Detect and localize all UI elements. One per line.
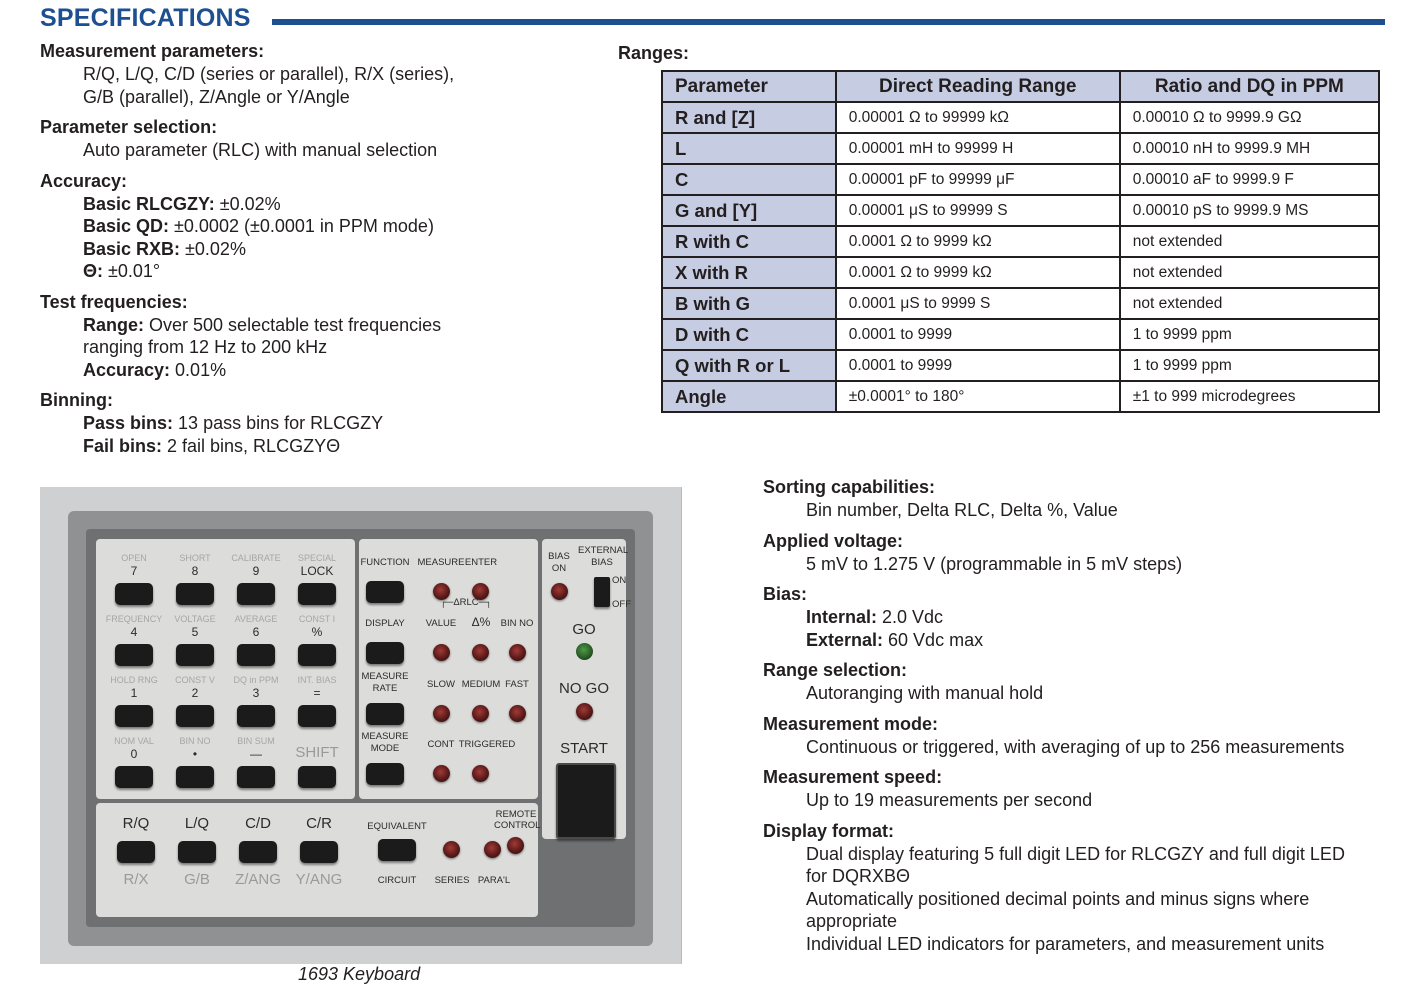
- spec-label: Internal:: [806, 607, 878, 627]
- display-label: DISPLAY: [365, 618, 405, 629]
- function-label: CALIBRATE: [231, 553, 281, 563]
- triggered-label: TRIGGERED: [458, 739, 516, 750]
- key-label: •: [192, 747, 198, 761]
- spec-value: 0.01%: [170, 359, 227, 380]
- keyboard-bezel: [68, 511, 653, 946]
- direct-range-cell: 0.0001 Ω to 9999 kΩ: [836, 226, 1120, 257]
- keyboard-photo: [40, 487, 682, 964]
- spec-line: [40, 215, 600, 238]
- parameter-cell: C: [662, 164, 836, 195]
- ratio-range-cell: not extended: [1120, 226, 1379, 257]
- spec-line: [763, 606, 1393, 629]
- left-specs: [40, 40, 600, 465]
- key-label: 2: [191, 686, 199, 700]
- spec-line: G/B (parallel), Z/Angle or Y/Angle: [83, 86, 350, 107]
- remote-control-indicator: [507, 837, 524, 854]
- on-label: ON: [612, 575, 627, 586]
- spec-line: Dual display featuring 5 full digit LED for RLCGZY and full digit LED: [806, 843, 1345, 864]
- spec-label: Pass bins:: [83, 413, 174, 433]
- function-label: NOM VAL: [114, 736, 154, 746]
- key-label: 0: [130, 747, 138, 761]
- keypad-button[interactable]: [115, 766, 153, 788]
- equivalent-button[interactable]: [378, 839, 416, 861]
- spec-value: ±0.01°: [103, 261, 161, 281]
- measure-rate-button[interactable]: [366, 703, 404, 725]
- spec-label: Θ:: [83, 261, 103, 281]
- function-label: HOLD RNG: [110, 675, 158, 685]
- photo-caption: 1693 Keyboard: [298, 964, 421, 984]
- spec-label: Range:: [83, 314, 145, 335]
- spec-value: ±0.02%: [180, 238, 246, 259]
- spec-line: 5 mV to 1.275 V (programmable in 5 mV steps): [806, 553, 1183, 574]
- table-row: [662, 350, 1379, 381]
- direct-range-cell: 0.0001 to 9999: [836, 350, 1120, 381]
- fast-label: FAST: [505, 679, 529, 690]
- spec-measurement-speed: [763, 766, 1393, 812]
- param-alt-label: G/B: [184, 871, 210, 888]
- keypad-button[interactable]: [176, 583, 214, 605]
- key-label: 5: [191, 625, 199, 639]
- spec-heading: Applied voltage:: [763, 530, 904, 551]
- value-label: VALUE: [425, 618, 457, 629]
- ratio-range-cell: 0.00010 pS to 9999.9 MS: [1120, 195, 1379, 226]
- spec-range-selection: [763, 659, 1393, 705]
- spec-line: Up to 19 measurements per second: [806, 790, 1093, 810]
- parameter-cell: D with C: [662, 319, 836, 350]
- param-alt-label: Z/ANG: [235, 871, 281, 888]
- bias-on-label: BIAS ON: [548, 551, 570, 574]
- go-label: GO: [572, 621, 596, 638]
- display-button[interactable]: [366, 642, 404, 664]
- keypad-button[interactable]: [298, 644, 336, 666]
- param-alt-label: Y/ANG: [295, 871, 343, 888]
- keypad-button[interactable]: [176, 766, 214, 788]
- spec-heading: Measurement mode:: [763, 713, 939, 734]
- function-label: FREQUENCY: [105, 614, 163, 624]
- function-label: BIN NO: [179, 736, 211, 746]
- param-button[interactable]: [178, 841, 216, 863]
- key-label: %: [311, 625, 323, 639]
- spec-label: Basic RXB:: [83, 238, 181, 259]
- spec-line: Bin number, Delta RLC, Delta %, Value: [806, 500, 1118, 520]
- function-label: AVERAGE: [234, 614, 278, 624]
- spec-binning: [40, 389, 600, 457]
- spec-line: R/Q, L/Q, C/D (series or parallel), R/X (series),: [83, 64, 455, 84]
- remote-control-label: REMOTE CONTROL: [494, 809, 541, 831]
- key-label: 9: [252, 564, 260, 578]
- spec-display-format: [763, 820, 1393, 956]
- spec-line: Autoranging with manual hold: [806, 683, 1044, 703]
- parameter-cell: Angle: [662, 381, 836, 412]
- parallel-button[interactable]: [484, 841, 501, 858]
- column-header: Ratio and DQ in PPM: [1120, 71, 1379, 102]
- column-header: Direct Reading Range: [836, 71, 1120, 102]
- ratio-range-cell: 1 to 9999 ppm: [1120, 319, 1379, 350]
- external-bias-label: EXTERNAL BIAS: [578, 545, 629, 568]
- key-label: LOCK: [300, 564, 334, 578]
- section-header: [40, 4, 1385, 38]
- measure-label: MEASURE: [417, 557, 465, 568]
- key-label: 8: [191, 564, 199, 578]
- function-label: FUNCTION: [360, 557, 410, 568]
- spec-line: [40, 193, 600, 216]
- spec-line: [763, 629, 1393, 652]
- function-label: SPECIAL: [297, 553, 337, 563]
- medium-button[interactable]: [472, 705, 489, 722]
- keypad-button[interactable]: [115, 583, 153, 605]
- table-row: [662, 257, 1379, 288]
- spec-label: Basic RLCGZY:: [83, 193, 215, 214]
- spec-label: Fail bins:: [83, 435, 163, 456]
- spec-value: 60 Vdc max: [883, 629, 984, 650]
- spec-line: Auto parameter (RLC) with manual selection: [83, 140, 438, 160]
- key-label: 4: [130, 625, 138, 639]
- measure-mode-button[interactable]: [366, 763, 404, 785]
- direct-range-cell: 0.0001 μS to 9999 S: [836, 288, 1120, 319]
- spec-heading: Range selection:: [763, 660, 908, 680]
- parameter-cell: L: [662, 133, 836, 164]
- parallel-label: PARA'L: [477, 875, 511, 886]
- spec-applied-voltage: [763, 530, 1393, 576]
- keypad-button[interactable]: [298, 766, 336, 788]
- spec-line: [40, 260, 600, 283]
- equivalent-label: EQUIVALENT: [367, 821, 427, 832]
- keypad-button[interactable]: [237, 583, 275, 605]
- table-row: [662, 133, 1379, 164]
- spec-line: for DQRXBΘ: [806, 866, 911, 886]
- keypad-button[interactable]: [298, 705, 336, 727]
- param-button[interactable]: [117, 841, 155, 863]
- table-row: [662, 164, 1379, 195]
- start-button[interactable]: [556, 763, 616, 839]
- spec-line: appropriate: [806, 911, 898, 931]
- spec-line: Continuous or triggered, with averaging of up to 256 measurements: [806, 736, 1345, 757]
- spec-label: Accuracy:: [83, 359, 171, 380]
- status-panel: [542, 539, 631, 839]
- delta-percent-button[interactable]: [472, 644, 489, 661]
- spec-value: Over 500 selectable test frequencies: [144, 314, 442, 335]
- ratio-range-cell: ±1 to 999 microdegrees: [1120, 381, 1379, 412]
- keyboard-face: [86, 529, 635, 927]
- no-go-indicator: [576, 703, 593, 720]
- spec-bias: [763, 583, 1393, 651]
- table-header-row: [662, 71, 1379, 102]
- param-button[interactable]: [300, 841, 338, 863]
- spec-heading: Measurement speed:: [763, 767, 943, 787]
- bias-on-button[interactable]: [551, 583, 568, 600]
- direct-range-cell: ±0.0001° to 180°: [836, 381, 1120, 412]
- enter-label: ENTER: [464, 557, 498, 568]
- direct-range-cell: 0.00001 mH to 99999 H: [836, 133, 1120, 164]
- key-label: =: [313, 686, 321, 700]
- ratio-range-cell: 1 to 9999 ppm: [1120, 350, 1379, 381]
- spec-line: [40, 412, 600, 435]
- direct-range-cell: 0.00001 Ω to 99999 kΩ: [836, 102, 1120, 133]
- spec-value: ±0.02%: [214, 193, 281, 214]
- spec-line: [40, 435, 600, 458]
- external-bias-switch[interactable]: [594, 577, 610, 607]
- off-label: OFF: [612, 599, 631, 610]
- spec-line: [40, 238, 600, 261]
- parameter-cell: Q with R or L: [662, 350, 836, 381]
- spec-measurement-mode: [763, 713, 1393, 759]
- table-row: [662, 102, 1379, 133]
- keypad-button[interactable]: [237, 705, 275, 727]
- page-title: SPECIFICATIONS: [40, 4, 251, 32]
- spec-line: [40, 314, 600, 337]
- right-specs: [763, 476, 1393, 963]
- medium-label: MEDIUM: [461, 679, 501, 690]
- spec-heading: Binning:: [40, 390, 113, 410]
- table-row: [662, 195, 1379, 226]
- bin-no-button[interactable]: [509, 644, 526, 661]
- keypad-button[interactable]: [115, 644, 153, 666]
- spec-heading: Test frequencies:: [40, 291, 188, 312]
- spec-parameter-selection: [40, 116, 600, 162]
- ratio-range-cell: 0.00010 Ω to 9999.9 GΩ: [1120, 102, 1379, 133]
- delta-percent-label: Δ%: [471, 615, 491, 629]
- spec-test-frequencies: [40, 291, 600, 382]
- parameter-cell: B with G: [662, 288, 836, 319]
- spec-line: Automatically positioned decimal points and minus signs where: [806, 888, 1310, 909]
- circuit-label: CIRCUIT: [377, 875, 417, 886]
- key-label: 3: [252, 686, 260, 700]
- parameter-cell: X with R: [662, 257, 836, 288]
- series-button[interactable]: [443, 841, 460, 858]
- table-row: [662, 226, 1379, 257]
- value-button[interactable]: [433, 644, 450, 661]
- key-label: SHIFT: [295, 744, 339, 761]
- triggered-button[interactable]: [472, 765, 489, 782]
- ratio-range-cell: 0.00010 nH to 9999.9 MH: [1120, 133, 1379, 164]
- param-label: C/D: [245, 815, 271, 832]
- key-label: 1: [130, 686, 138, 700]
- param-alt-label: R/X: [123, 871, 149, 888]
- table-row: [662, 319, 1379, 350]
- keypad-button[interactable]: [176, 644, 214, 666]
- keypad-button[interactable]: [176, 705, 214, 727]
- function-button[interactable]: [366, 581, 404, 603]
- no-go-label: NO GO: [558, 680, 609, 697]
- delta-rlc-label: ┌─ΔRLC─┐: [439, 597, 493, 608]
- key-label: —: [250, 747, 262, 761]
- function-label: CONST I: [298, 614, 336, 624]
- keypad-button[interactable]: [115, 705, 153, 727]
- spec-value: 2.0 Vdc: [877, 607, 944, 627]
- spec-line: Individual LED indicators for parameters, and measurement units: [806, 933, 1325, 954]
- cont-button[interactable]: [433, 765, 450, 782]
- slow-label: SLOW: [427, 679, 455, 690]
- param-label: C/R: [306, 815, 332, 832]
- ranges-label: Ranges:: [618, 43, 690, 63]
- spec-value: ±0.0002 (±0.0001 in PPM mode): [169, 216, 434, 236]
- bin-no-label: BIN NO: [500, 618, 534, 629]
- spec-measurement-parameters: [40, 40, 600, 108]
- title-rule: [272, 19, 1385, 25]
- go-indicator: [576, 643, 593, 660]
- start-label: START: [560, 740, 608, 757]
- parameter-cell: R with C: [662, 226, 836, 257]
- keypad-button[interactable]: [237, 644, 275, 666]
- keypad-button[interactable]: [237, 766, 275, 788]
- param-button[interactable]: [239, 841, 277, 863]
- direct-range-cell: 0.0001 Ω to 9999 kΩ: [836, 257, 1120, 288]
- param-label: L/Q: [184, 815, 210, 832]
- spec-label: External:: [806, 629, 884, 650]
- parameter-cell: G and [Y]: [662, 195, 836, 226]
- spec-label: Basic QD:: [83, 216, 170, 236]
- numeric-keypad: [96, 539, 355, 799]
- table-row: [662, 288, 1379, 319]
- spec-heading: Parameter selection:: [40, 117, 218, 137]
- cont-label: CONT: [427, 739, 455, 750]
- function-label: VOLTAGE: [174, 614, 216, 624]
- parameter-cell: R and [Z]: [662, 102, 836, 133]
- ranges-table: [661, 70, 1380, 413]
- spec-accuracy: [40, 170, 600, 283]
- spec-line: [40, 359, 600, 382]
- function-label: DQ in PPM: [233, 675, 279, 685]
- spec-line: ranging from 12 Hz to 200 kHz: [83, 337, 328, 357]
- measure-rate-label: MEASURE RATE: [361, 671, 409, 694]
- function-keypad: [359, 539, 538, 799]
- fast-button[interactable]: [509, 705, 526, 722]
- function-label: CONST V: [175, 675, 215, 685]
- spec-heading: Accuracy:: [40, 170, 128, 191]
- slow-button[interactable]: [433, 705, 450, 722]
- table-row: [662, 381, 1379, 412]
- param-label: R/Q: [122, 815, 150, 832]
- keypad-button[interactable]: [298, 583, 336, 605]
- spec-value: 13 pass bins for RLCGZY: [173, 413, 384, 433]
- ratio-range-cell: not extended: [1120, 257, 1379, 288]
- spec-heading: Bias:: [763, 584, 808, 604]
- direct-range-cell: 0.00001 pF to 99999 μF: [836, 164, 1120, 195]
- spec-heading: Measurement parameters:: [40, 41, 265, 61]
- measure-mode-label: MEASURE MODE: [361, 731, 409, 754]
- column-header: Parameter: [662, 71, 836, 102]
- spec-heading: Display format:: [763, 820, 895, 841]
- direct-range-cell: 0.00001 μS to 99999 S: [836, 195, 1120, 226]
- parameter-keypad: [96, 803, 541, 917]
- spec-value: 2 fail bins, RLCGZYΘ: [162, 435, 341, 456]
- function-label: SHORT: [179, 553, 211, 563]
- direct-range-cell: 0.0001 to 9999: [836, 319, 1120, 350]
- function-label: INT. BIAS: [297, 675, 337, 685]
- ratio-range-cell: 0.00010 aF to 9999.9 F: [1120, 164, 1379, 195]
- function-label: OPEN: [121, 553, 147, 563]
- ratio-range-cell: not extended: [1120, 288, 1379, 319]
- key-label: 6: [252, 625, 260, 639]
- spec-sorting: [763, 476, 1393, 522]
- spec-heading: Sorting capabilities:: [763, 477, 936, 497]
- key-label: 7: [130, 564, 138, 578]
- function-label: BIN SUM: [237, 736, 275, 746]
- series-label: SERIES: [434, 875, 470, 886]
